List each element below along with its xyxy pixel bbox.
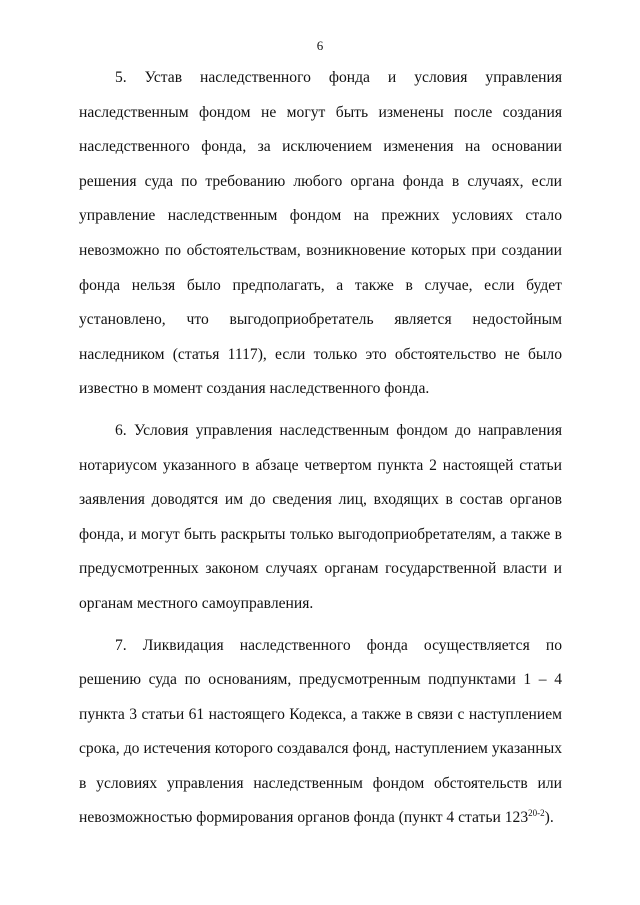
paragraph-5: 5. Устав наследственного фонда и условия управления наследственным фондом не могут быть изменены после создания наследственного фонда, за исключением изменения на основании решения суда по требованию любого органа фонда в случаях, если управление наследственным фондом на прежних условиях стало невозможно по обстоятельствам, возникновение которых при создании фонда нельзя было предполагать, а также в случае, если будет установлено, что выгодоприобретатель является недостойным наследником (статья 1117), если только это обстоятельство не было известно в момент создания наследственного фонда. [79, 69, 562, 398]
document-body [79, 61, 562, 836]
page-number: 6 [316, 38, 324, 53]
paragraph-7 [79, 629, 562, 837]
paragraph-7-text: 7. Ликвидация наследственного фонда осуществляется по решению суда по основаниям, предусмотренным подпунктами 1 – 4 пункта 3 статьи 61 настоящего Кодекса, а также в связи с наступлением срока, до истечения которого создавался фонд, наступлением указанных в условиях управления наследственным фондом обстоятельств или невозможностью формирования органов фонда (пункт 4 статьи 123 [79, 636, 562, 827]
paragraph-6: 6. Условия управления наследственным фондом до направления нотариусом указанного в абзаце четвертом пункта 2 настоящей статьи заявления доводятся им до сведения лиц, входящих в состав органов фонда, и могут быть раскрыты только выгодоприобретателям, а также в предусмотренных законом случаях органам государственной власти и органам местного самоуправления. [79, 421, 562, 612]
article-superscript: 20-2 [528, 808, 545, 819]
paragraph-7-tail: ). [544, 809, 554, 827]
